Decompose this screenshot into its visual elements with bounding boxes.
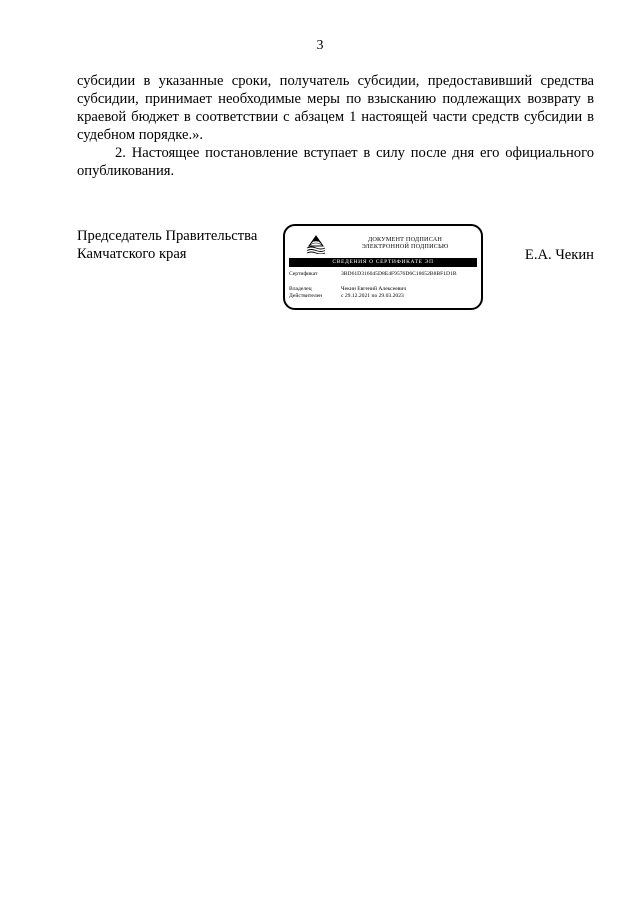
page-number: 3 bbox=[316, 38, 324, 53]
certificate-value: 3BD61D316045D8E4F9576D6C18652B8BF1D1B bbox=[341, 271, 457, 277]
owner-value: Чекин Евгений Алексеевич bbox=[341, 286, 407, 292]
kamchatka-emblem-icon bbox=[305, 234, 327, 254]
stamp-header-line-1: ДОКУМЕНТ ПОДПИСАН bbox=[367, 236, 443, 243]
signer-name: Е.А. Чекин bbox=[524, 247, 594, 263]
stamp-header bbox=[335, 236, 475, 250]
validity-value: с 29.12.2021 по 29.03.2023 bbox=[341, 293, 404, 299]
paragraph-clause-2: 2. Настоящее постановление вступает в силу после дня его официального опубликования. bbox=[77, 145, 594, 179]
paragraph-continuation: субсидии в указанные сроки, получатель субсидии, предоставивший средства субсидии, принимает необходимые меры по взысканию подлежащих возврату в краевой бюджет в соответствии с абзацем 1 настоящей части средств субсидии в судебном порядке.». bbox=[77, 73, 594, 143]
signer-title bbox=[77, 227, 277, 263]
signer-title-line-2: Камчатского края bbox=[77, 246, 187, 262]
document-body bbox=[77, 72, 594, 180]
electronic-signature-stamp bbox=[283, 224, 483, 310]
stamp-header-line-2: ЭЛЕКТРОННОЙ ПОДПИСЬЮ bbox=[361, 243, 449, 250]
owner-label: Владелец bbox=[289, 286, 312, 292]
certificate-label: Сертификат bbox=[289, 271, 318, 277]
validity-label: Действителен bbox=[289, 293, 323, 299]
signer-title-line-1: Председатель Правительства bbox=[77, 228, 258, 244]
stamp-certificate-bar: СВЕДЕНИЯ О СЕРТИФИКАТЕ ЭП bbox=[289, 258, 477, 267]
